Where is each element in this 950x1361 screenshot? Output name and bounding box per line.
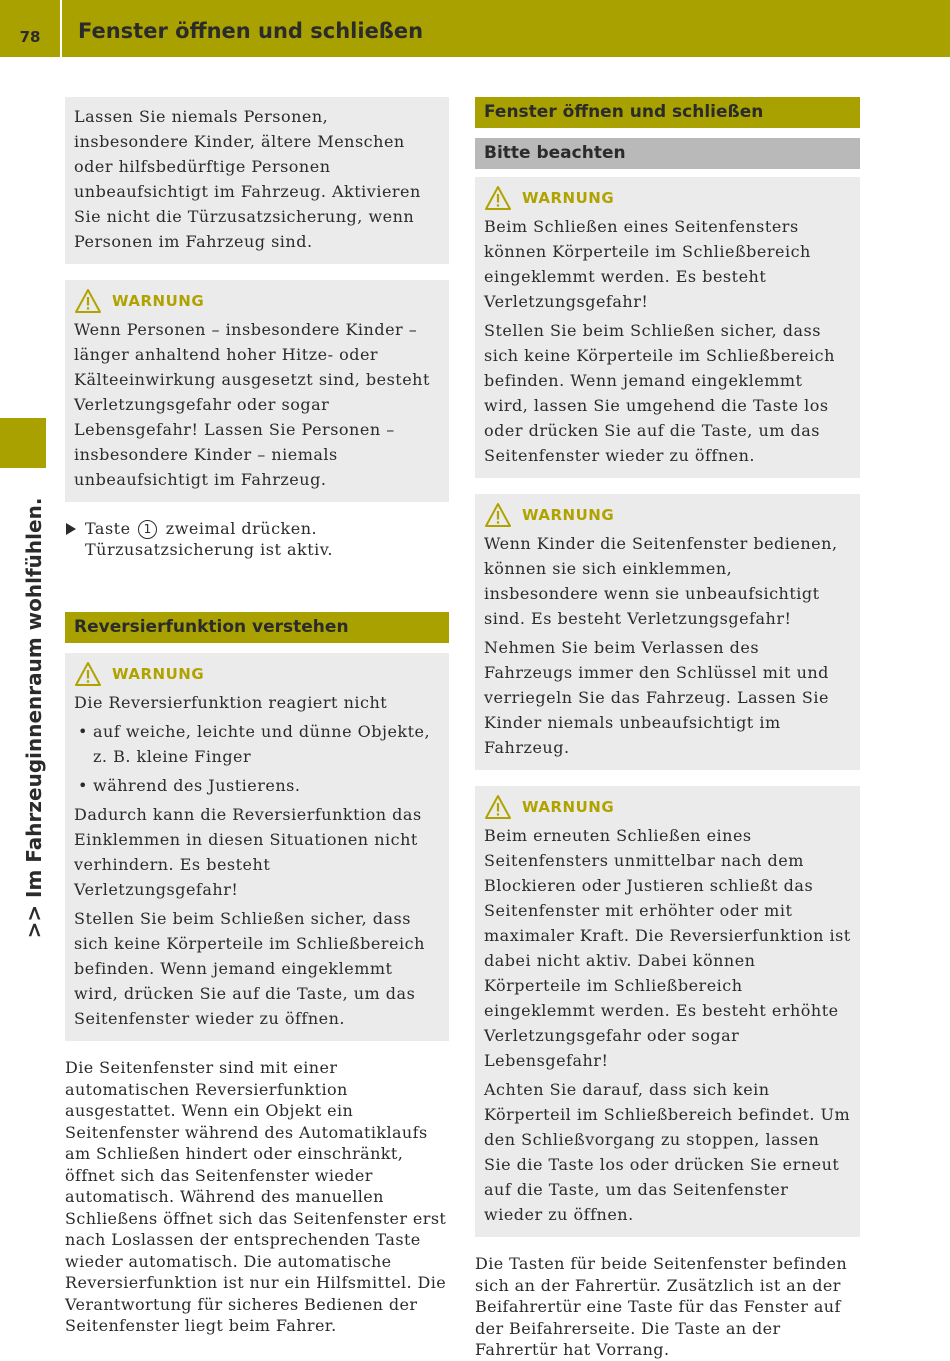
- warning-intro: Die Reversierfunktion reagiert nicht: [74, 693, 388, 712]
- warning-text: Stellen Sie beim Schließen sicher, dass sich keine Körperteile im Schließbereich befinden. Wenn jemand eingeklemmt wird, lassen Sie umgehend die Taste los oder drücken Sie auf die Taste, um das Seitenfenster wieder zu öffnen.: [484, 321, 835, 465]
- section-heading: Reversierfunktion verstehen: [65, 612, 449, 643]
- warning-text: Achten Sie darauf, dass sich kein Körperteil im Schließbereich befindet. Um den Schließvorgang zu stoppen, lassen Sie die Taste los oder drücken Sie erneut auf die Taste, um das Seitenfenster wieder zu öffnen.: [484, 1080, 851, 1224]
- warning-text: Nehmen Sie beim Verlassen des Fahrzeugs immer den Schlüssel mit und verriegeln Sie das Fahrzeug. Lassen Sie Kinder niemals unbeaufsichtigt im Fahrzeug.: [484, 638, 829, 757]
- warning-label: WARNUNG: [522, 506, 615, 524]
- step-text-after: zweimal drücken.: [165, 519, 318, 538]
- list-item: • während des Justierens.: [74, 773, 440, 798]
- body-paragraph: Die Seitenfenster sind mit einer automatischen Reversierfunktion ausgestattet. Wenn ein Objekt ein Seitenfenster während des Automatiklaufs am Schließen hindert oder einschränkt, öffnet sich das Seitenfenster wieder automatisch. Während des manuellen Schließens öffnet sich das Seitenfenster erst nach Loslassen der entsprechenden Taste wieder automatisch. Die automatische Reversierfunktion ist nur ein Hilfsmittel. Die Verantwortung für sicheres Bedienen der Seitenfenster liegt beim Fahrer.: [65, 1058, 447, 1335]
- warning-box: [475, 177, 860, 478]
- warning-text: Wenn Kinder die Seitenfenster bedienen, können sie sich einklemmen, insbesondere wenn sie unbeaufsichtigt sind. Es besteht Verletzungsgefahr!: [484, 534, 838, 628]
- warning-text: Dadurch kann die Reversierfunktion das Einklemmen in diesen Situationen nicht verhindern. Es besteht Verletzungsgefahr!: [74, 805, 422, 899]
- step-text-before: Taste: [85, 519, 131, 538]
- warning-header: [74, 660, 440, 688]
- warning-text: Wenn Personen – insbesondere Kinder – länger anhaltend hoher Hitze- oder Kälteeinwirkung ausgesetzt sind, besteht Verletzungsgefahr oder sogar Lebensgefahr! Lassen Sie Personen – insbesondere Kinder – niemals unbeaufsichtigt im Fahrzeug.: [74, 320, 430, 489]
- warning-header: [484, 184, 851, 212]
- warning-triangle-icon: [74, 288, 102, 314]
- step-text: [85, 518, 333, 560]
- page-header: [0, 0, 950, 57]
- intro-notice-text: Lassen Sie niemals Personen, insbesondere Kinder, ältere Menschen oder hilfsbedürftige Personen unbeaufsichtigt im Fahrzeug. Aktivieren Sie nicht die Türzusatzsicherung, wenn Personen im Fahrzeug sind.: [74, 107, 421, 251]
- warning-label: WARNUNG: [522, 189, 615, 207]
- warning-triangle-icon: [74, 661, 102, 687]
- page-number: 78: [0, 0, 62, 57]
- warning-box: [65, 653, 449, 1041]
- chapter-side-label: >> Im Fahrzeuginnenraum wohlfühlen.: [22, 497, 46, 939]
- warning-triangle-icon: [484, 185, 512, 211]
- section-heading: Fenster öffnen und schließen: [475, 97, 860, 128]
- key-number-badge: 1: [138, 520, 157, 539]
- warning-box: [65, 280, 449, 502]
- warning-label: WARNUNG: [112, 665, 205, 683]
- warning-triangle-icon: [484, 502, 512, 528]
- warning-box: [475, 494, 860, 770]
- instruction-step: [65, 518, 449, 560]
- body-paragraph: Die Tasten für beide Seitenfenster befinden sich an der Fahrertür. Zusätzlich ist an der Beifahrertür eine Taste für das Fenster auf der Beifahrerseite. Die Taste an der Fahrertür hat Vorrang.: [475, 1254, 848, 1359]
- warning-label: WARNUNG: [522, 798, 615, 816]
- warning-header: [484, 793, 851, 821]
- left-column: [65, 97, 449, 1337]
- sub-heading: Bitte beachten: [475, 138, 860, 169]
- warning-label: WARNUNG: [112, 292, 205, 310]
- warning-header: [484, 501, 851, 529]
- warning-triangle-icon: [484, 794, 512, 820]
- step-arrow-icon: [66, 523, 76, 535]
- warning-text: Beim Schließen eines Seitenfensters können Körperteile im Schließbereich eingeklemmt werden. Es besteht Verletzungsgefahr!: [484, 217, 811, 311]
- warning-header: [74, 287, 440, 315]
- step-result: Türzusatzsicherung ist aktiv.: [85, 540, 333, 559]
- warning-text: Stellen Sie beim Schließen sicher, dass sich keine Körperteile im Schließbereich befinden. Wenn jemand eingeklemmt wird, drücken Sie auf die Taste, um das Seitenfenster wieder zu öffnen.: [74, 909, 425, 1028]
- right-column: [475, 97, 860, 1361]
- warning-bullet-list: [74, 719, 440, 798]
- list-item: • auf weiche, leichte und dünne Objekte, z. B. kleine Finger: [74, 719, 440, 769]
- intro-notice-box: [65, 97, 449, 264]
- warning-box: [475, 786, 860, 1237]
- warning-text: Beim erneuten Schließen eines Seitenfensters unmittelbar nach dem Blockieren oder Justieren schließt das Seitenfenster mit erhöhter oder mit maximaler Kraft. Die Reversierfunktion ist dabei nicht aktiv. Dabei können Körperteile im Schließbereich eingeklemmt werden. Es besteht erhöhte Verletzungsgefahr oder sogar Lebensgefahr!: [484, 826, 851, 1070]
- page-title: Fenster öffnen und schließen: [78, 19, 424, 43]
- chapter-tab-marker: [0, 418, 46, 468]
